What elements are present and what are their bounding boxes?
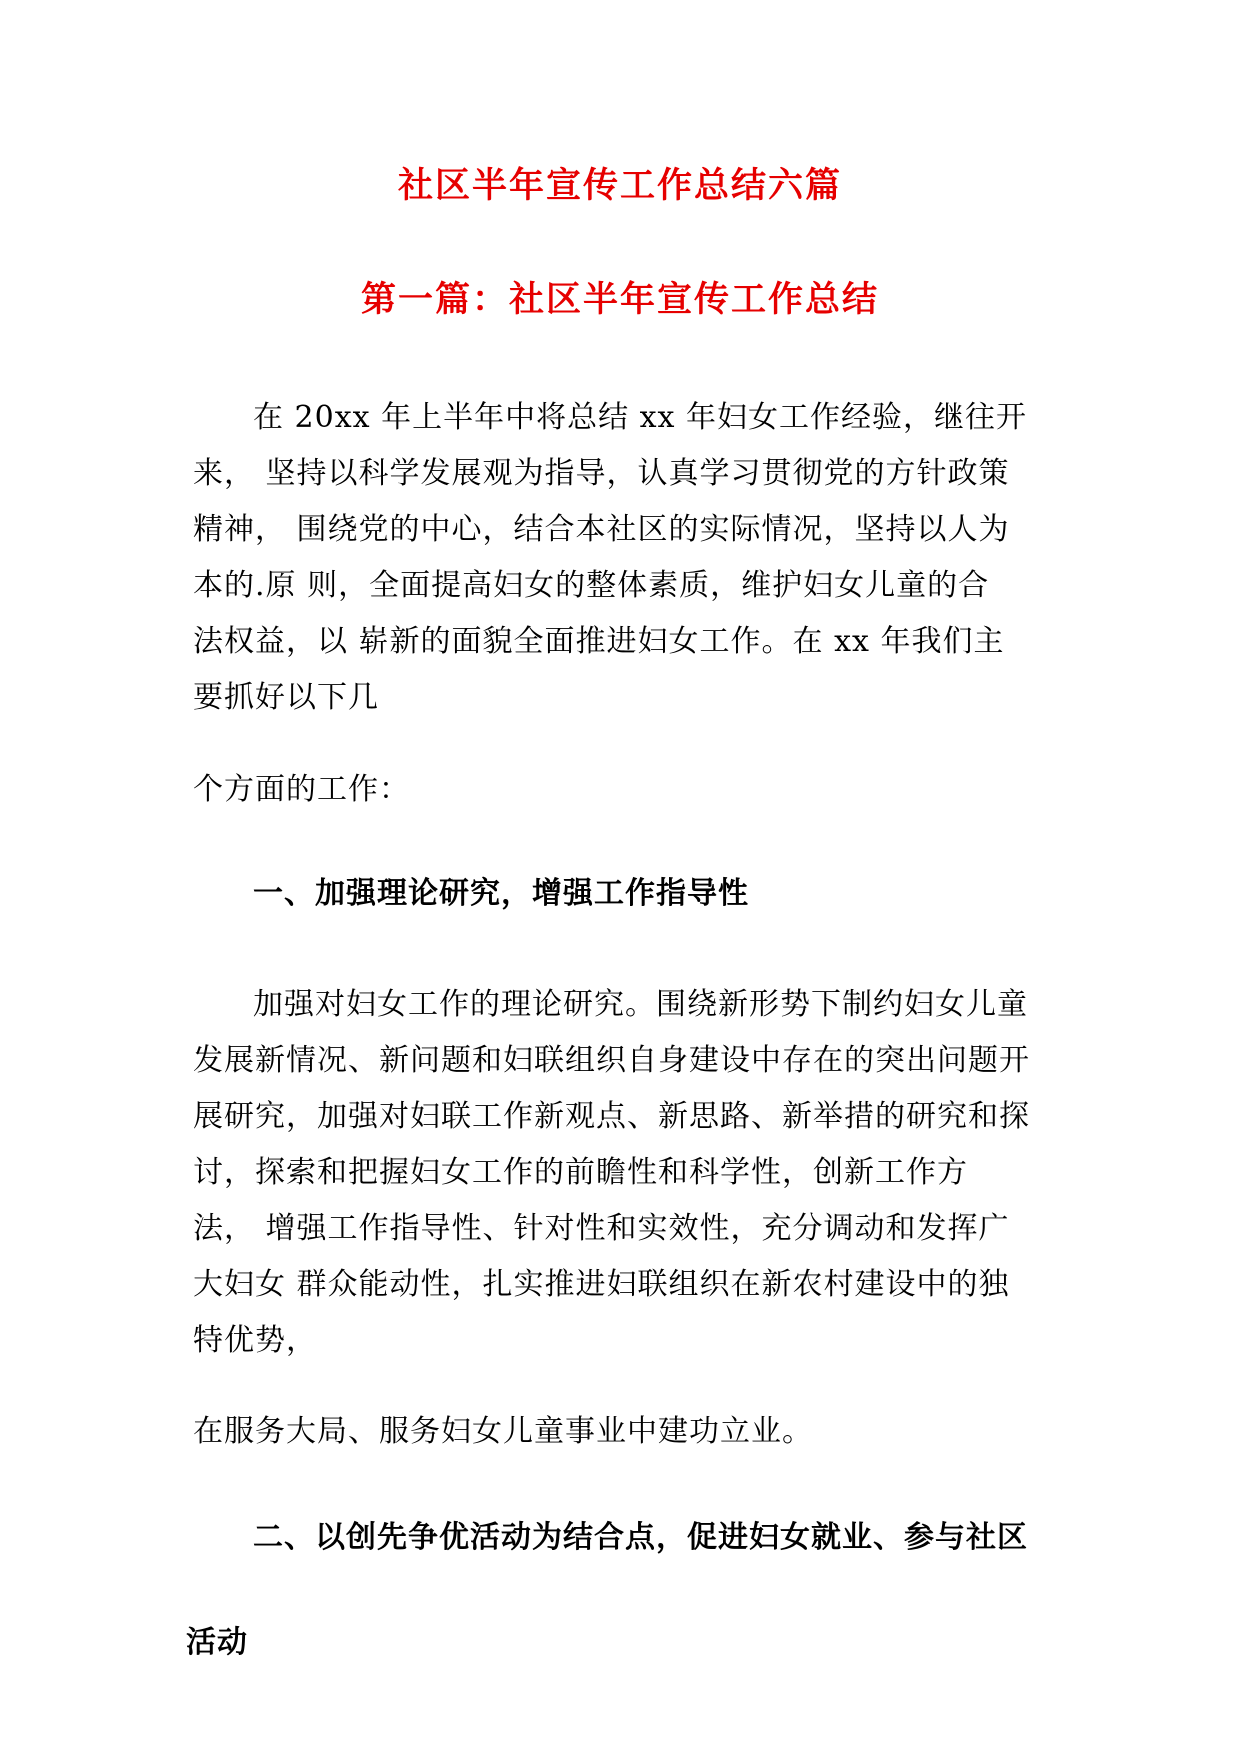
document-subtitle: 第一篇：社区半年宣传工作总结 xyxy=(360,280,879,320)
paragraph-line: 法权益，以 崭新的面貌全面推进妇女工作。在 xx 年我们主 xyxy=(193,624,1005,659)
paragraph-line: 精神， 围绕党的中心，结合本社区的实际情况，坚持以人为 xyxy=(193,512,1010,547)
paragraph-line: 讨，探索和把握妇女工作的前瞻性和科学性，创新工作方 xyxy=(193,1155,968,1190)
paragraph-line: 展研究，加强对妇联工作新观点、新思路、新举措的研究和探 xyxy=(193,1099,1030,1134)
paragraph-line: 大妇女 群众能动性，扎实推进妇联组织在新农村建设中的独 xyxy=(193,1267,1010,1302)
paragraph-line: 本的.原 则，全面提高妇女的整体素质，维护妇女儿童的合 xyxy=(193,568,990,603)
paragraph-line: 个方面的工作： xyxy=(193,772,410,807)
paragraph-line: 在服务大局、服务妇女儿童事业中建功立业。 xyxy=(193,1414,813,1449)
section-1-tail xyxy=(193,1404,1063,1460)
paragraph-line: 在 20xx 年上半年中将总结 xx 年妇女工作经验，继往开 xyxy=(253,400,1027,435)
section-2-heading-continued: 活动 xyxy=(186,1625,248,1660)
paragraph-line: 特优势， xyxy=(193,1323,317,1358)
intro-paragraph xyxy=(193,390,1063,726)
section-1-paragraph xyxy=(193,977,1063,1369)
paragraph-line: 发展新情况、新问题和妇联组织自身建设中存在的突出问题开 xyxy=(193,1043,1030,1078)
paragraph-line: 加强对妇女工作的理论研究。围绕新形势下制约妇女儿童 xyxy=(253,987,1028,1022)
document-title: 社区半年宣传工作总结六篇 xyxy=(397,166,842,206)
section-1-heading: 一、加强理论研究，增强工作指导性 xyxy=(253,876,749,911)
section-2-heading: 二、以创先争优活动为结合点，促进妇女就业、参与社区 xyxy=(253,1520,1028,1555)
intro-tail xyxy=(193,762,1063,818)
paragraph-line: 要抓好以下几 xyxy=(193,680,379,715)
paragraph-line: 来， 坚持以科学发展观为指导，认真学习贯彻党的方针政策 xyxy=(193,456,1010,491)
paragraph-line: 法， 增强工作指导性、针对性和实效性，充分调动和发挥广 xyxy=(193,1211,1010,1246)
